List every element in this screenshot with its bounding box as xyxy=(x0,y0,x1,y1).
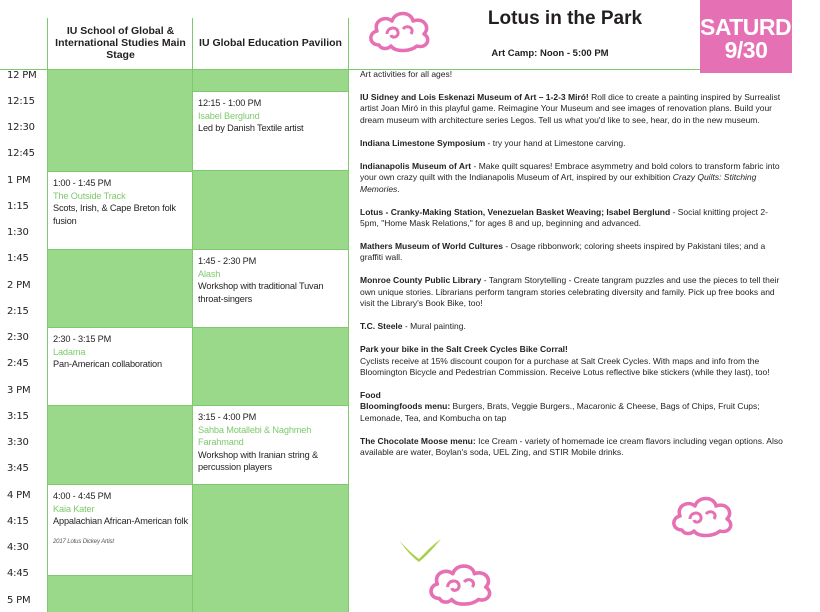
activity-text: - Make quilt squares! Embrace asymmetry and bold colors to transform fabric into your own crazy quilt with the Indianapolis Museum of Art, inspired by our exhibition xyxy=(360,160,780,183)
event-description: Pan-American collaboration xyxy=(53,359,162,370)
activity-item xyxy=(360,321,784,332)
time-label: 1:30 xyxy=(7,227,29,238)
activity-text: - Osage ribbonwork; coloring sheets inspired by Pakistani tiles; and a graffiti wall. xyxy=(360,241,766,263)
time-label: 3:15 xyxy=(7,411,29,422)
event-description: Appalachian African-American folk xyxy=(53,516,188,527)
empty-slot xyxy=(48,406,192,484)
activity-text: Roll dice to create a painting inspired by Surrealist artist Joan Miró in this playful game. Reimagine Your Museum and see images of renovation plans. Build your dream museum with architecture series Legos. Tell us what you'd like to see, hear, do in the new museum. xyxy=(360,92,781,125)
activity-text-tail: . xyxy=(397,183,400,194)
column-divider xyxy=(348,18,349,612)
activity-name: Lotus - Cranky-Making Station, Venezuelan Basket Weaving; Isabel Berglund xyxy=(360,206,671,217)
activity-name: T.C. Steele xyxy=(360,321,403,332)
empty-slot xyxy=(48,250,192,327)
event-name: Kaia Kater xyxy=(53,503,95,514)
empty-slot xyxy=(193,328,348,405)
food-heading: Food xyxy=(360,390,381,401)
activity-item xyxy=(360,275,784,309)
time-label: 3:30 xyxy=(7,437,29,448)
event-time: 1:45 - 2:30 PM xyxy=(198,256,257,266)
activity-text: - try your hand at Limestone carving. xyxy=(485,137,626,148)
event-note: 2017 Lotus Dickey Artist xyxy=(53,538,114,545)
main-stage-header: IU School of Global & International Studies Main Stage xyxy=(55,25,186,61)
activity-name: Mathers Museum of World Cultures xyxy=(360,241,503,252)
activity-name: Indiana Limestone Symposium xyxy=(360,137,486,148)
event-time: 4:00 - 4:45 PM xyxy=(53,491,112,501)
empty-slot xyxy=(193,70,348,91)
bike-corral xyxy=(360,344,784,378)
cloud-icon xyxy=(365,7,433,53)
activity-name: IU Sidney and Lois Eskenazi Museum of Art – 1-2-3 Miró! xyxy=(360,92,589,102)
time-label: 2:30 xyxy=(7,332,29,343)
activity-text: - Mural painting. xyxy=(402,321,466,332)
empty-slot xyxy=(48,576,192,612)
time-label: 2 PM xyxy=(7,280,31,291)
event-time: 1:00 - 1:45 PM xyxy=(53,178,112,188)
time-label: 3 PM xyxy=(7,385,31,396)
event-description: Scots, Irish, & Cape Breton folk fusion xyxy=(53,203,176,226)
time-label: 2:45 xyxy=(7,358,29,369)
time-label: 4 PM xyxy=(7,490,31,501)
activity-text: - Tangram Storytelling - Create tangram puzzles and use the pieces to tell their own unique stories. Librarians perform tangram stories celebrating diversity and family. Pick up free books and visit the Library's Book Bike, too! xyxy=(360,275,780,309)
vendor-name: Bloomingfoods menu: xyxy=(360,401,451,412)
pavilion-header: IU Global Education Pavilion xyxy=(199,37,342,49)
event-block xyxy=(48,484,192,576)
event-description: Led by Danish Textile artist xyxy=(198,123,304,134)
event-block xyxy=(193,91,348,171)
time-label: 4:45 xyxy=(7,568,29,579)
event-time: 12:15 - 1:00 PM xyxy=(198,98,262,108)
time-label: 12:30 xyxy=(7,122,35,133)
event-block xyxy=(193,249,348,328)
checkmark-icon xyxy=(397,537,443,563)
event-name: Alash xyxy=(198,268,221,279)
event-name: Isabel Berglund xyxy=(198,110,260,121)
activity-text: - Social knitting project 2-5pm, "Home Mask Relations," for ages 8 and up, beginning and advanced. xyxy=(360,206,768,229)
badge-date: 9/30 xyxy=(724,37,768,63)
event-block xyxy=(48,171,192,250)
activity-item xyxy=(360,138,784,149)
vendor-menu: Ice Cream - variety of homemade ice cream flavors including vegan options. Also available are water, Boylan's soda, UEL Zing, and STIR Mobile drinks. xyxy=(360,435,783,458)
exhibition-title: Crazy Quilts: Stitching Memories xyxy=(360,172,757,194)
event-time: 2:30 - 3:15 PM xyxy=(53,334,112,344)
time-label: 4:30 xyxy=(7,542,29,553)
event-block xyxy=(193,405,348,485)
food-section xyxy=(360,436,784,459)
empty-slot xyxy=(48,70,192,171)
badge-day: SATURDAY xyxy=(700,14,820,40)
event-name: Ladama xyxy=(53,346,86,357)
event-description: Workshop with traditional Tuvan throat-singers xyxy=(198,281,324,304)
time-label: 12:15 xyxy=(7,96,35,107)
date-badge xyxy=(700,0,820,73)
time-label: 1:45 xyxy=(7,253,29,264)
bike-text: Cyclists receive at 15% discount coupon for a purchase at Salt Creek Cycles. With maps and info from the Bloomington Bicycle and Pedestrian Commission. Receive Lotus reflective bike stickers (while they last), too! xyxy=(360,355,770,378)
bike-heading: Park your bike in the Salt Creek Cycles Bike Corral! xyxy=(360,344,568,355)
time-label: 5 PM xyxy=(7,595,31,606)
art-camp-section xyxy=(360,69,784,470)
time-label: 4:15 xyxy=(7,516,29,527)
cloud-icon xyxy=(425,558,495,608)
page-subtitle: Art Camp: Noon - 5:00 PM xyxy=(491,48,609,59)
activity-name: Indianapolis Museum of Art xyxy=(360,160,472,171)
empty-slot xyxy=(193,171,348,249)
activity-name: Monroe County Public Library xyxy=(360,275,482,286)
time-label: 1:15 xyxy=(7,201,29,212)
event-name: Sahba Motallebi & Naghmeh Farahmand xyxy=(198,424,312,448)
time-label: 1 PM xyxy=(7,175,31,186)
vendor-menu: Burgers, Brats, Veggie Burgers., Macaronic & Cheese, Bags of Chips, Fruit Cups; Lemonade, Tea, and Kombucha on tap xyxy=(360,401,760,423)
page-title: Lotus in the Park xyxy=(487,8,643,29)
event-block xyxy=(48,327,192,406)
art-camp-intro: Art activities for all ages! xyxy=(360,69,453,79)
time-label: 2:15 xyxy=(7,306,29,317)
time-label: 12 PM xyxy=(7,70,37,81)
time-label: 12:45 xyxy=(7,148,35,159)
event-time: 3:15 - 4:00 PM xyxy=(198,412,257,422)
activity-item xyxy=(360,161,784,195)
activity-item xyxy=(360,207,784,230)
activity-item xyxy=(360,92,784,126)
activity-item xyxy=(360,241,784,264)
time-label: 3:45 xyxy=(7,463,29,474)
vendor-name: The Chocolate Moose menu: xyxy=(360,435,476,446)
food-section xyxy=(360,390,784,424)
empty-slot xyxy=(193,485,348,612)
cloud-icon xyxy=(668,492,736,538)
event-name: The Outside Track xyxy=(53,190,126,201)
event-description: Workshop with Iranian string & percussion players xyxy=(198,449,318,473)
